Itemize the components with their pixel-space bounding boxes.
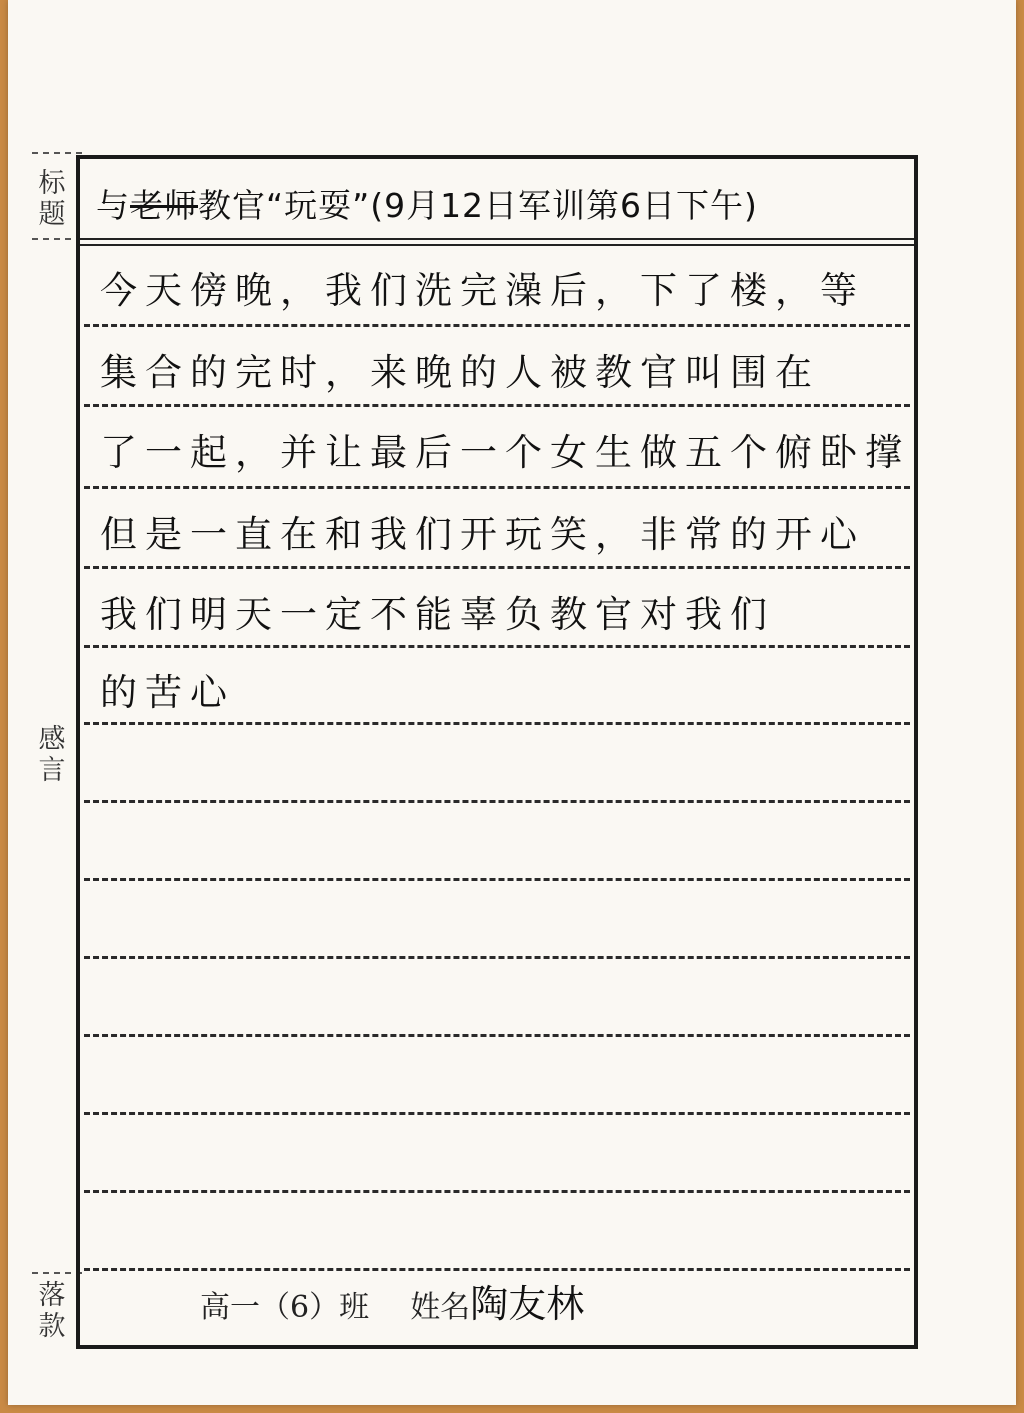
dashed-rule [84, 722, 910, 725]
title-prefix: 与 [96, 186, 130, 225]
dashed-rule [84, 878, 910, 881]
dashed-rule [84, 956, 910, 959]
student-name: 陶友林 [470, 1282, 585, 1326]
dashed-rule [84, 1112, 910, 1115]
title-struck-word: 老师 [130, 186, 198, 225]
dashed-rule [84, 1034, 910, 1037]
essay-line: 今天傍晚，我们洗完澡后，下了楼，等 [100, 269, 865, 312]
dashed-rule [84, 404, 910, 407]
title-rule [80, 244, 914, 246]
reflection-label [28, 724, 76, 786]
title-label-text: 标题 [38, 168, 66, 230]
title-line [96, 178, 906, 238]
title-rule [80, 238, 914, 240]
dashed-rule [84, 566, 910, 569]
essay-line: 的苦心 [100, 671, 235, 714]
side-divider [32, 152, 82, 154]
dashed-rule [84, 645, 910, 648]
title-text: 教官“玩耍”(9月12日军训第6日下午) [198, 186, 758, 225]
dashed-rule [84, 486, 910, 489]
essay-line: 但是一直在和我们开玩笑，非常的开心 [100, 513, 865, 556]
essay-line: 我们明天一定不能辜负教官对我们 [100, 593, 775, 636]
reflection-label-text: 感言 [38, 724, 66, 786]
dashed-rule [84, 1268, 910, 1271]
side-divider [32, 238, 82, 240]
essay-line: 集合的完时，来晚的人被教官叫围在 [100, 351, 820, 394]
signature-line [200, 1276, 900, 1332]
name-label: 姓名 [410, 1290, 471, 1325]
signature-label [28, 1280, 76, 1342]
title-label [28, 168, 76, 230]
side-divider [32, 1272, 82, 1274]
signature-label-text: 落款 [38, 1280, 66, 1342]
class-name: 高一（6）班 [200, 1290, 370, 1325]
essay-line: 了一起，并让最后一个女生做五个俯卧撑 [100, 431, 910, 474]
dashed-rule [84, 800, 910, 803]
dashed-rule [84, 324, 910, 327]
writing-frame [76, 155, 918, 1349]
dashed-rule [84, 1190, 910, 1193]
